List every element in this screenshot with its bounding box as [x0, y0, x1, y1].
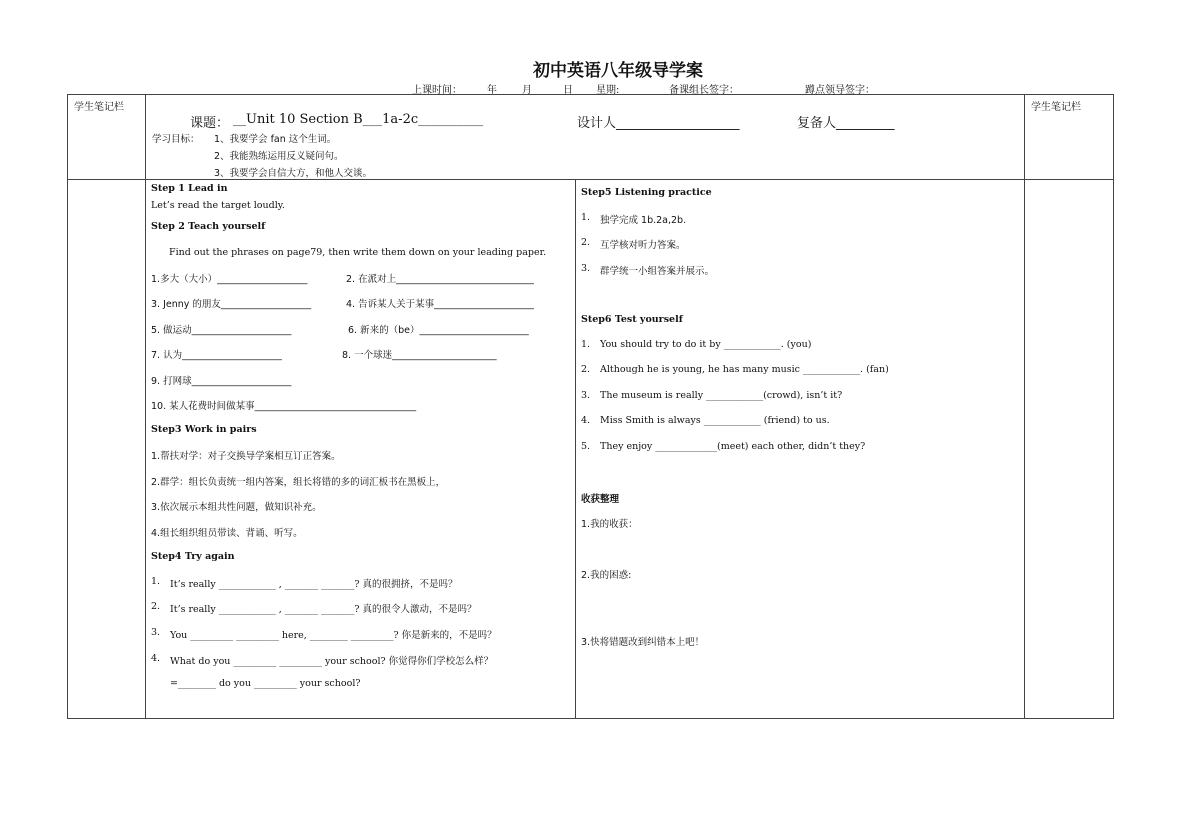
- page-title: 初中英语八年级导学案: [533, 61, 703, 81]
- step1-title: Step 1 Lead in: [151, 183, 228, 194]
- step3-item-1: 1.帮扶对学：对子交换导学案相互订正答案。: [151, 451, 341, 462]
- phrase-6: 6. 新来的（be）_______________________: [348, 325, 529, 336]
- gain-label: 1.我的收获：: [581, 519, 638, 530]
- divider-right: [1024, 94, 1025, 718]
- step4-num-1: 1.: [151, 576, 161, 587]
- step4-title: Step4 Try again: [151, 551, 235, 562]
- step2-title: Step 2 Teach yourself: [151, 221, 266, 232]
- objective-1: 1、我要学会 fan 这个生词。: [214, 134, 337, 145]
- class-time-label: 上课时间：: [412, 85, 462, 96]
- confusion-label: 2.我的困惑:: [581, 570, 632, 581]
- step4-item-3: You _________ _________ here, ________ _________? 你是新来的，不是吗？: [170, 630, 497, 641]
- phrase-3: 3. Jenny 的朋友___________________: [151, 299, 312, 310]
- step4-item-1: It’s really ____________ , _______ _______? 真的很拥挤，不是吗？: [170, 579, 458, 590]
- step6-num-3: 3.: [581, 390, 591, 401]
- step4-extra: =________ do you _________ your school?: [170, 678, 361, 689]
- step5-num-3: 3.: [581, 263, 591, 274]
- objectives-label: 学习目标：: [152, 134, 200, 145]
- step4-item-2: It’s really ____________ , _______ _______? 真的很令人激动，不是吗？: [170, 604, 477, 615]
- step5-num-2: 2.: [581, 237, 591, 248]
- step1-text: Let’s read the target loudly.: [151, 200, 285, 211]
- topic-value: __Unit 10 Section B___1a-2c__________: [233, 112, 484, 127]
- phrase-4: 4. 告诉某人关于某事_____________________: [346, 299, 534, 310]
- step3-item-4: 4.组长组织组员带读、背诵、听写。: [151, 528, 303, 539]
- objective-2: 2、我能熟练运用反义疑问句。: [214, 151, 344, 162]
- step5-title: Step5 Listening practice: [581, 187, 712, 198]
- step5-item-1: 独学完成 1b.2a,2b.: [600, 215, 687, 226]
- phrase-8: 8. 一个球迷______________________: [342, 350, 497, 361]
- divider-left: [145, 94, 146, 718]
- step5-num-1: 1.: [581, 212, 591, 223]
- summary-title: 收获整理: [581, 494, 620, 505]
- phrase-10: 10. 某人花费时间做某事__________________________________: [151, 401, 417, 412]
- day-label: 日: [563, 85, 573, 96]
- notes-label-right: 学生笔记栏: [1031, 102, 1081, 113]
- supervisor-sign-label: 蹲点领导签字：: [805, 85, 875, 96]
- step4-num-2: 2.: [151, 601, 161, 612]
- step6-title: Step6 Test yourself: [581, 314, 683, 325]
- step6-item-1: You should try to do it by ____________. (you): [600, 339, 812, 350]
- topic-label: 课题：: [190, 116, 230, 131]
- step3-item-3: 3.依次展示本组共性问题，做知识补充。: [151, 502, 322, 513]
- designer-field: 设计人___________________: [577, 116, 740, 131]
- phrase-1: 1.多大（大小）___________________: [151, 274, 308, 285]
- step6-item-5: They enjoy _____________(meet) each other, didn’t they?: [600, 441, 866, 452]
- step5-item-2: 互学核对听力答案。: [600, 240, 686, 251]
- phrase-7: 7. 认为_____________________: [151, 350, 282, 361]
- weekday-label: 星期:: [596, 85, 620, 96]
- reviewer-field: 复备人_________: [797, 116, 895, 131]
- step2-text: Find out the phrases on page79, then write them down on your leading paper.: [169, 247, 547, 258]
- step5-item-3: 群学统一小组答案并展示。: [600, 266, 715, 277]
- step6-num-5: 5.: [581, 441, 591, 452]
- year-label: 年: [487, 85, 497, 96]
- notes-label-left: 学生笔记栏: [74, 102, 124, 113]
- phrase-9: 9. 打网球_____________________: [151, 376, 292, 387]
- header-row-divider: [67, 179, 1113, 180]
- group-leader-sign-label: 备课组长签字：: [669, 85, 739, 96]
- objective-3: 3、我要学会自信大方，和他人交谈。: [214, 168, 373, 179]
- step6-num-2: 2.: [581, 364, 591, 375]
- step4-num-3: 3.: [151, 627, 161, 638]
- divider-middle: [575, 179, 576, 718]
- step6-item-3: The museum is really ____________(crowd), isn’t it?: [600, 390, 843, 401]
- step6-num-1: 1.: [581, 339, 591, 350]
- step4-num-4: 4.: [151, 653, 161, 664]
- month-label: 月: [522, 85, 532, 96]
- step6-item-2: Although he is young, he has many music ____________. (fan): [600, 364, 889, 375]
- step6-item-4: Miss Smith is always ____________ (friend) to us.: [600, 415, 830, 426]
- step6-num-4: 4.: [581, 415, 591, 426]
- phrase-5: 5. 做运动_____________________: [151, 325, 292, 336]
- correction-label: 3.快将错题改到纠错本上吧！: [581, 637, 705, 648]
- step3-item-2: 2.群学：组长负责统一组内答案，组长将错的多的词汇板书在黑板上，: [151, 477, 446, 488]
- step3-title: Step3 Work in pairs: [151, 424, 257, 435]
- phrase-2: 2. 在派对上_____________________________: [346, 274, 534, 285]
- step4-item-4: What do you _________ _________ your school? 你觉得你们学校怎么样？: [170, 656, 494, 667]
